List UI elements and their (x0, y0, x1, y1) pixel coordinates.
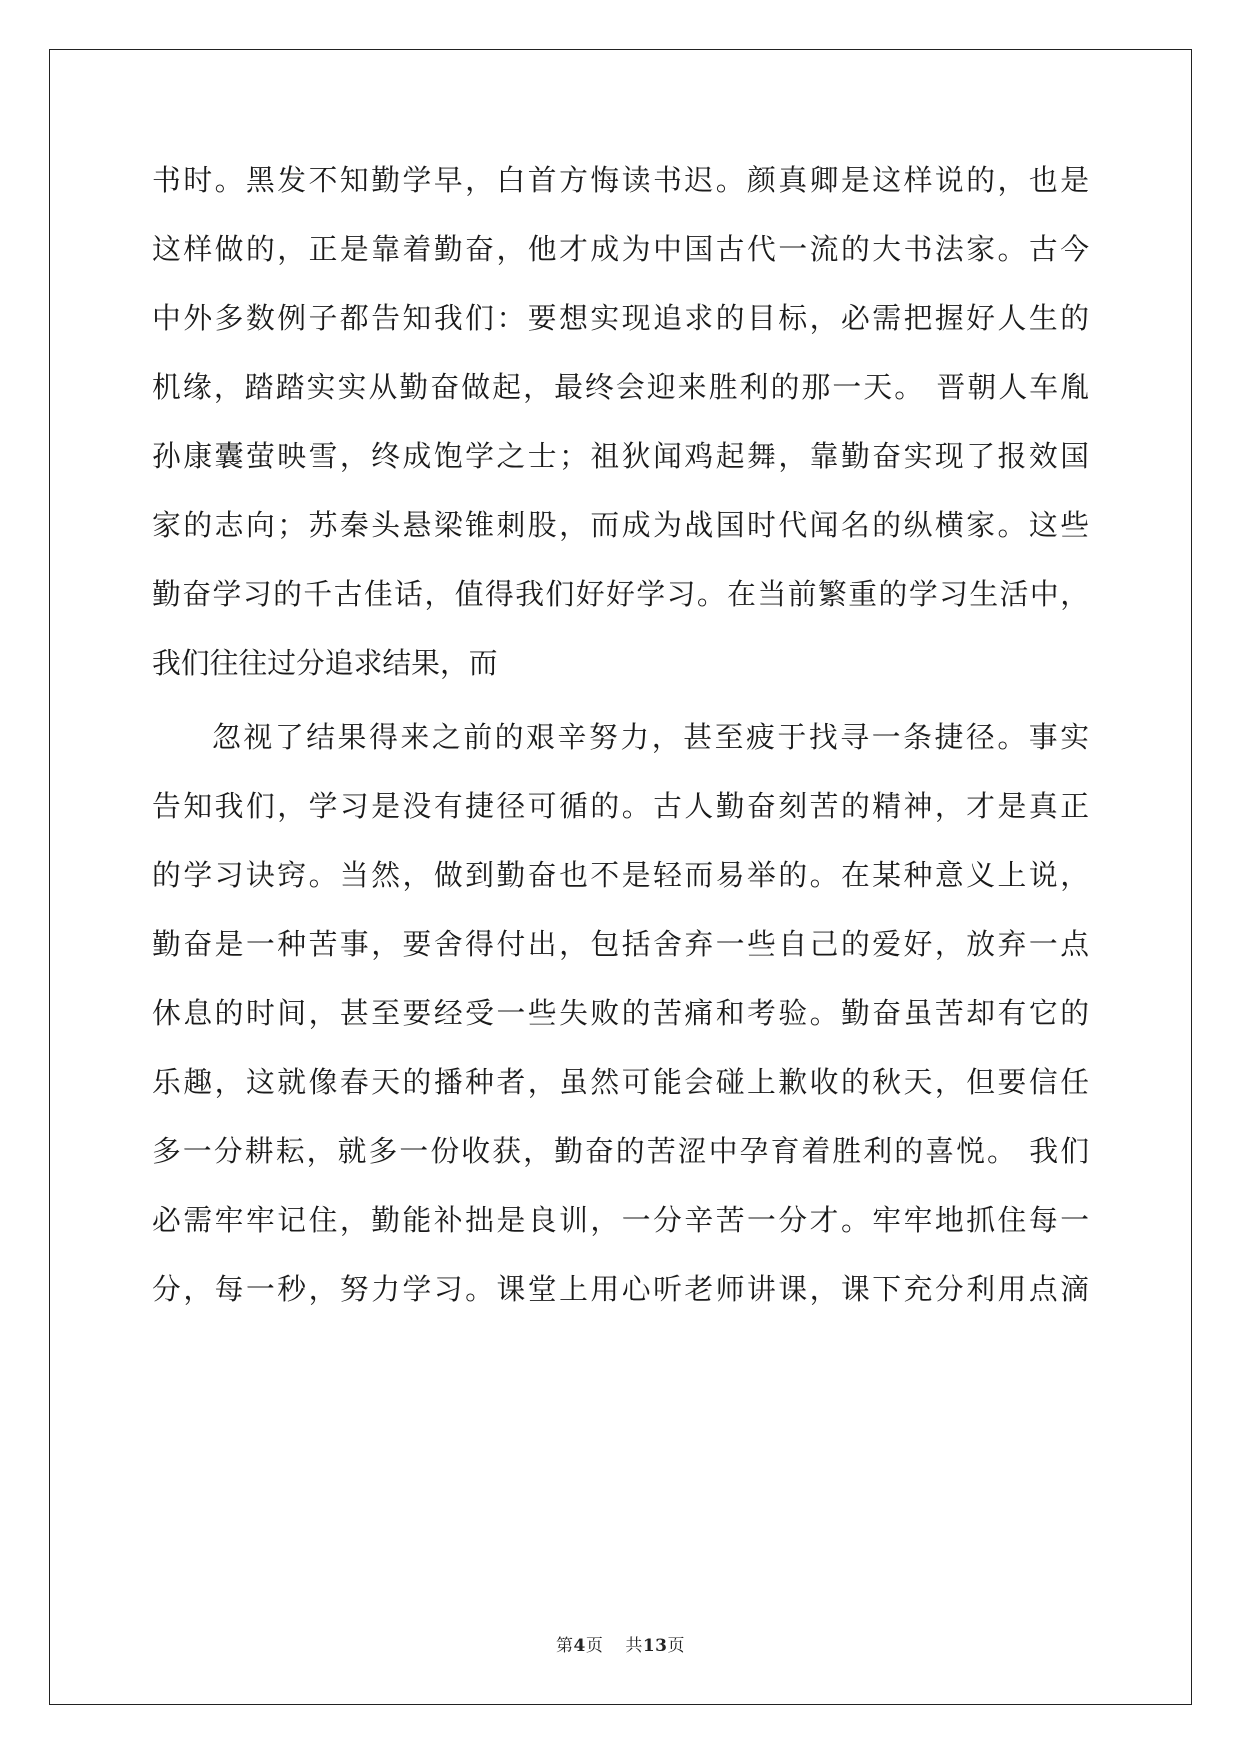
text-line-8: 我们往往过分追求结果，而 (152, 646, 498, 680)
total-pages: 13 (642, 1636, 668, 1656)
text-line-11: 的学习诀窍。当然，做到勤奋也不是轻而易举的。在某种意义上说， (152, 858, 1089, 892)
page-suffix: 页 (585, 1636, 604, 1656)
text-line-15: 多一分耕耘，就多一份收获，勤奋的苦涩中孕育着胜利的喜悦。 我们 (152, 1134, 1089, 1168)
total-suffix: 页 (667, 1636, 685, 1656)
text-line-12: 勤奋是一种苦事，要舍得付出，包括舍弃一些自己的爱好，放弃一点 (152, 927, 1089, 961)
text-line-14: 乐趣，这就像春天的播种者，虽然可能会碰上歉收的秋天，但要信任 (152, 1065, 1089, 1099)
page-prefix: 第 (555, 1636, 574, 1656)
text-line-13: 休息的时间，甚至要经受一些失败的苦痛和考验。勤奋虽苦却有它的 (152, 996, 1089, 1030)
text-line-17: 分，每一秒，努力学习。课堂上用心听老师讲课，课下充分利用点滴 (152, 1272, 1089, 1306)
text-line-4: 机缘，踏踏实实从勤奋做起，最终会迎来胜利的那一天。 晋朝人车胤 (152, 370, 1089, 404)
page-number: 4 (573, 1636, 586, 1656)
text-line-2: 这样做的，正是靠着勤奋，他才成为中国古代一流的大书法家。古今 (152, 232, 1089, 266)
text-line-10: 告知我们，学习是没有捷径可循的。古人勤奋刻苦的精神，才是真正 (152, 789, 1089, 823)
total-prefix: 共 (625, 1636, 643, 1656)
page-footer (0, 1631, 1241, 1656)
text-line-6: 家的志向；苏秦头悬梁锥刺股，而成为战国时代闻名的纵横家。这些 (152, 508, 1089, 542)
text-line-5: 孙康囊萤映雪，终成饱学之士；祖狄闻鸡起舞，靠勤奋实现了报效国 (152, 439, 1089, 473)
text-line-9: 忽视了结果得来之前的艰辛努力，甚至疲于找寻一条捷径。事实 (212, 720, 1089, 754)
text-line-7: 勤奋学习的千古佳话，值得我们好好学习。在当前繁重的学习生活中， (152, 577, 1089, 611)
text-line-1: 书时。黑发不知勤学早，白首方悔读书迟。颜真卿是这样说的，也是 (152, 163, 1089, 197)
text-line-16: 必需牢牢记住，勤能补拙是良训，一分辛苦一分才。牢牢地抓住每一 (152, 1203, 1089, 1237)
text-line-3: 中外多数例子都告知我们：要想实现追求的目标，必需把握好人生的 (152, 301, 1089, 335)
